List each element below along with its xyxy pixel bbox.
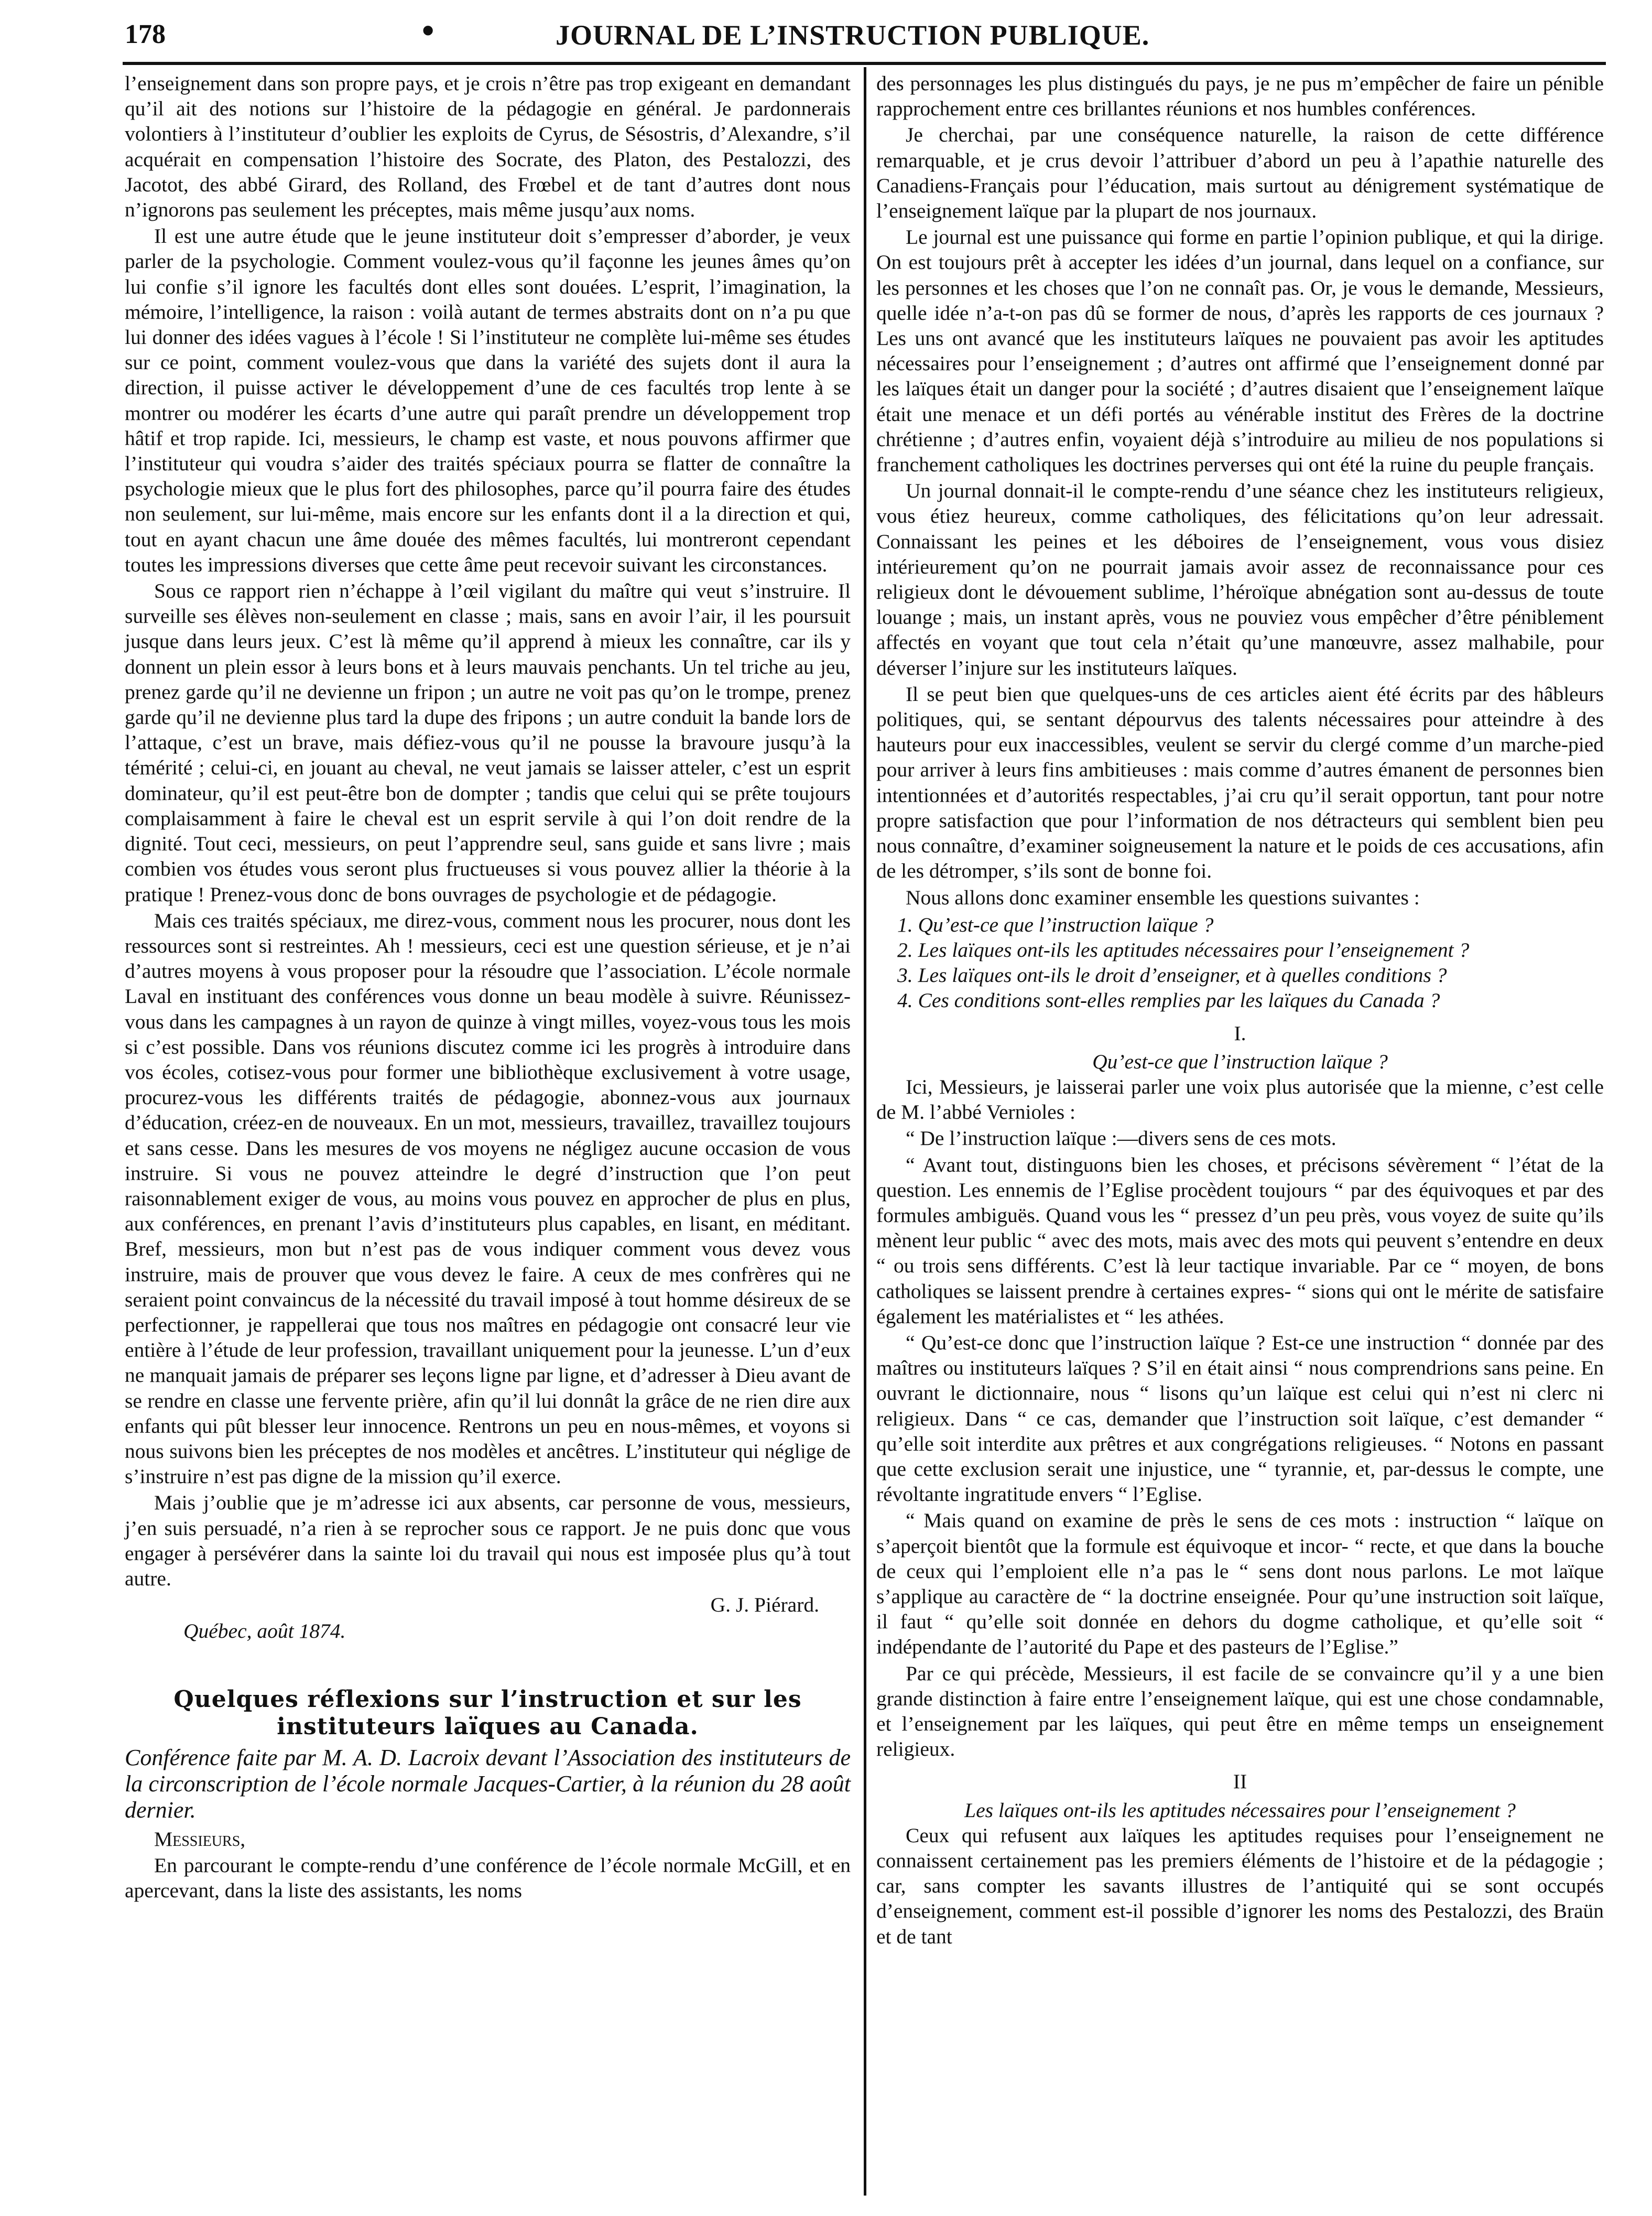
left-paragraph-6: En parcourant le compte-rendu d’une conférence de l’école normale McGill, et en apercevant, dans la liste des assistants, les noms [125,1853,851,1902]
right-paragraph-9: Ceux qui refusent aux laïques les aptitudes requises pour l’enseignement ne connaissent certainement pas les premiers éléments de l’histoire et de la pédagogie ; car, sans compter les savants illustres de l’antiquité qui se sont occupés d’enseignement, comment est-il possible d’ignorer les noms des Pestalozzi, des Braün et de tant [876,1823,1604,1948]
section-2-title: Les laïques ont-ils les aptitudes nécessaires pour l’enseignement ? [964,1798,1516,1822]
right-paragraph-8: Par ce qui précède, Messieurs, il est facile de se convaincre qu’il y a une bien grande distinction à faire entre l’enseignement laïque, qui est une chose condamnable, et l’enseignement par les laïques, qui peut être en même temps un enseignement religieux. [876,1661,1604,1761]
article-title: Quelques réflexions sur l’instruction et sur les instituteurs laïques au Canada. [173,1685,802,1740]
quote-2: “ Avant tout, distinguons bien les choses, et précisons sévèrement “ l’état de la question. Les ennemis de l’Eglise procèdent toujours “ par des équivoques et par des formules ambiguës. Quand vous les “ pressez d’un peu près, vous voyez de suite qu’ils mènent leur public “ avec des mots, mais avec des mots qui peuvent s’entendre en deux “ ou trois sens différents. C’est là leur tactique invariable. Par ce “ moyen, de bons catholiques se laissent prendre à certaines expres- “ sions qui ont le mérite de satisfaire également les matérialistes et “ les athées. [876,1153,1604,1328]
right-paragraph-4: Un journal donnait-il le compte-rendu d’une séance chez les instituteurs religieux, vous étiez heureux, comme catholiques, des félicitations qu’on leur adressait. Connaissant les peines et les déboires de l’enseignement, vous vous disiez intérieurement qu’on ne pourrait jamais avoir assez de reconnaissance pour ces religieux dont le dévouement sublime, l’héroïque abnégation sont au-dessus de toute louange ; mais, un instant après, vous ne pouviez vous empêcher d’être péniblement affectés en voyant que tout cela n’était qu’une manœuvre, assez malhabile, pour déverser l’injure sur les instituteurs laïques. [876,479,1604,679]
column-rule [864,67,866,2196]
right-column [876,71,1604,1950]
quote-1: “ De l’instruction laïque :—divers sens de ces mots. [906,1127,1336,1150]
quote-4: “ Mais quand on examine de près le sens de ces mots : instruction “ laïque on s’aperçoit bientôt que la formule est équivoque et incor- “ recte, et que dans la bouche de ceux qui l’emploient elle n’a pas le “ sens dont nous parlons. Le mot laïque s’applique au caractère de “ la doctrine enseignée. Pour qu’une instruction soit laïque, il faut “ qu’elle soit donnée en dehors du dogme catholique, et qu’elle soit “ indépendante de l’autorité du Pape et des pasteurs de l’Eglise.” [876,1509,1604,1659]
quote-3: “ Qu’est-ce donc que l’instruction laïque ? Est-ce une instruction “ donnée par des maîtres ou instituteurs laïques ? S’il en était ainsi “ nous comprendrions sans peine. En ouvrant le dictionnaire, nous “ lisons qu’un laïque est celui qui n’est ni clerc ni religieux. Dans “ ce cas, demander que l’instruction soit laïque, c’est demander “ qu’elle soit interdite aux prêtres et aux congrégations religieuses. “ Notons en passant que cette exclusion serait une injustice, une “ tyrannie, et, par-dessus le compte, une révoltante ingratitude envers “ l’Eglise. [876,1331,1604,1506]
header-dot: • [419,16,437,48]
place-date: Québec, août 1874. [183,1619,346,1643]
header-rule [123,62,1606,65]
conference-note: Conférence faite par M. A. D. Lacroix devant l’Association des instituteurs de la circonscription de l’école normale Jacques-Cartier, à la réunion du 28 août dernier. [125,1744,851,1823]
right-paragraph-1: des personnages les plus distingués du pays, je ne pus m’empêcher de faire un pénible rapprochement entre ces brillantes réunions et nos humbles conférences. [876,72,1604,121]
question-item: 3. Les laïques ont-ils le droit d’enseigner, et à quelles conditions ? [897,964,1447,987]
right-paragraph-7: Ici, Messieurs, je laisserai parler une voix plus autorisée que la mienne, c’est celle de M. l’abbé Vernioles : [876,1075,1604,1124]
left-paragraph-3: Sous ce rapport rien n’échappe à l’œil vigilant du maître qui veut s’instruire. Il surveille ses élèves non-seulement en classe ; mais, sans en avoir l’air, il les poursuit jusque dans leurs jeux. C’est là même qu’il apprend à mieux les connaître, car ils y donnent un plein essor à leurs bons et à leurs mauvais penchants. Un tel triche au jeu, prenez garde qu’il ne devienne un fripon ; un autre ne voit pas qu’on le trompe, prenez garde qu’il ne devienne plus tard la dupe des fripons ; un autre conduit la bande lors de l’attaque, c’est un brave, mais défiez-vous qu’il ne pousse la bravoure jusqu’à la témérité ; celui-ci, en jouant au cheval, ne veut jamais se laisser atteler, c’est un esprit dominateur, qu’il est peut-être bon de dompter ; tandis que celui qui se prête toujours complaisamment à faire le cheval est un esprit servile à qui l’on doit rendre de la dignité. Tout ceci, messieurs, on peut l’apprendre seul, sans guide et sans livre ; mais combien vos études vous seront plus fructueuses si vous pouvez allier la théorie à la pratique ! Prenez-vous donc de bons ouvrages de psychologie et de pédagogie. [125,579,851,906]
salutation: Messieurs, [154,1827,246,1851]
section-1-title: Qu’est-ce que l’instruction laïque ? [1092,1050,1388,1073]
author-signature: G. J. Piérard. [710,1593,819,1617]
right-paragraph-5: Il se peut bien que quelques-uns de ces articles aient été écrits par des hâbleurs politiques, qui, se sentant dépourvus des talents nécessaires pour atteindre à des hauteurs pour eux inaccessibles, veulent se servir du clergé comme d’un marche-pied pour arriver à leurs fins ambitieuses : mais comme d’autres émanent de personnes bien intentionnées et d’autorités respectables, j’ai cru qu’il serait opportun, tant pour notre propre satisfaction que pour l’information de nos détracteurs qui semblent bien peu nous connaître, d’examiner soigneusement la nature et le poids de ces accusations, afin de les détromper, s’ils sont de bonne foi. [876,682,1604,883]
section-1-number: I. [1234,1021,1246,1045]
right-paragraph-2: Je cherchai, par une conséquence naturelle, la raison de cette différence remarquable, et je crus devoir l’attribuer d’abord un peu à l’apathie naturelle des Canadiens-Français pour l’éducation, mais surtout au dénigrement systématique de l’enseignement laïque par la plupart de nos journaux. [876,123,1604,223]
left-paragraph-4: Mais ces traités spéciaux, me direz-vous, comment nous les procurer, nous dont les ressources sont si restreintes. Ah ! messieurs, ceci est une question sérieuse, et je n’ai d’autres moyens à vous proposer pour la résoudre que l’association. L’école normale Laval en instituant des conférences vous donne un beau modèle à suivre. Réunissez-vous dans les campagnes à un rayon de quinze à vingt milles, voyez-vous tous les mois si c’est possible. Dans vos réunions discutez comme ici les progrès à introduire dans vos écoles, cotisez-vous pour former une bibliothèque exclusivement à votre usage, procurez-vous les différents traités de pédagogie, abonnez-vous aux journaux d’éducation, créez-en de nouveaux. En un mot, messieurs, travaillez, travaillez toujours et sans cesse. Dans les mesures de vos moyens ne négligez aucune occasion de vous instruire. Si vous ne pouvez atteindre le degré d’instruction que l’on peut raisonnablement exiger de vous, au moins vous pouvez en approcher de plus en plus, aux conférences, en prenant l’avis d’instituteurs plus capables, en lisant, en méditant. Bref, messieurs, mon but n’est pas de vous indiquer comment vous devez vous instruire, mais de prouver que vous devez le faire. A ceux de mes confrères qui ne seraient point convaincus de la nécessité du travail imposé à tout homme désireux de se perfectionner, je rappellerai que tous nos maîtres en pédagogie ont consacré leur vie entière à l’étude de leur profession, travaillant uniquement pour la jeunesse. L’un d’eux ne manquait jamais de préparer ses leçons ligne par ligne, et d’adresser à Dieu avant de se rendre en classe une fervente prière, afin qu’il lui donnât la grâce de ne rien dire aux enfants qui pût blesser leur innocence. Rentrons un peu en nous-mêmes, et voyons si nous suivons bien les préceptes de nos modèles et ancêtres. L’instituteur qui néglige de s’instruire n’est pas digne de la mission qu’il exerce. [125,909,851,1488]
left-column [125,71,851,1904]
question-item: 4. Ces conditions sont-elles remplies par les laïques du Canada ? [897,989,1440,1012]
page-number: 178 [125,19,166,49]
question-item: 2. Les laïques ont-ils les aptitudes nécessaires pour l’enseignement ? [897,938,1470,961]
left-paragraph-2: Il est une autre étude que le jeune instituteur doit s’empresser d’aborder, je veux parler de la psychologie. Comment voulez-vous qu’il façonne les jeunes âmes qu’on lui confie s’il ignore les facultés dont elles sont douées. L’esprit, l’imagination, la mémoire, l’intelligence, la raison : voilà autant de termes abstraits dont on n’a pu que lui donner des idées vagues à l’école ! Si l’instituteur ne complète lui-même ses études sur ce point, comment voulez-vous que dans la variété des sujets dont il aura la direction, il puisse activer le développement d’une de ces facultés trop lente à se montrer ou modérer les écarts d’une autre qui paraît prendre un développement trop hâtif et trop rapide. Ici, messieurs, le champ est vaste, et nous pouvons affirmer que l’instituteur qui voudra s’aider des traités spéciaux pourra se flatter de connaître la psychologie mieux que le plus fort des philosophes, parce qu’il pourra faire des études non seulement, sur lui-même, mais encore sur les enfants dont il a la direction et qui, tout en ayant chacun une âme douée des mêmes facultés, lui montreront cependant toutes les impressions diverses que cette âme peut recevoir suivant les circonstances. [125,224,851,576]
section-2-number: II [1233,1770,1247,1793]
left-paragraph-1: l’enseignement dans son propre pays, et je crois n’être pas trop exigeant en demandant qu’il ait des notions sur l’histoire de la pédagogie en général. Je pardonnerais volontiers à l’instituteur d’oublier les exploits de Cyrus, de Sésostris, d’Alexandre, s’il acquérait en compensation l’histoire des Socrate, des Platon, des Pestalozzi, des Jacotot, des abbé Girard, des Rolland, des Frœbel et de tant d’autres dont nous n’ignorons pas seulement les préceptes, mais même jusqu’aux noms. [125,72,851,222]
journal-title: JOURNAL DE L’INSTRUCTION PUBLIQUE. [556,19,1150,51]
question-list [876,912,1604,1013]
question-item: 1. Qu’est-ce que l’instruction laïque ? [897,913,1214,936]
right-paragraph-6: Nous allons donc examiner ensemble les questions suivantes : [906,885,1420,909]
right-paragraph-3: Le journal est une puissance qui forme en partie l’opinion publique, et qui la dirige. On est toujours prêt à accepter les idées d’un journal, dans lequel on a confiance, sur les personnes et les choses que l’on ne connaît pas. Or, je vous le demande, Messieurs, quelle idée n’a-t-on pas dû se former de nous, d’après les rapports de ces journaux ? Les uns ont avancé que les instituteurs laïques ne pouvaient pas avoir les aptitudes nécessaires pour l’enseignement ; d’autres ont affirmé que l’enseignement donné par les laïques était un danger pour la société ; d’autres disaient que l’enseignement laïque était une menace et un défi portés au vénérable institut des Frères de la doctrine chrétienne ; d’autres enfin, voyaient déjà s’introduire au milieu de nos populations si franchement catholiques les doctrines perverses qui ont été la ruine du peuple français. [876,225,1604,477]
left-paragraph-5: Mais j’oublie que je m’adresse ici aux absents, car personne de vous, messieurs, j’en suis persuadé, n’a rien à se reprocher sous ce rapport. Je ne puis donc que vous engager à persévérer dans la sainte loi du travail qui nous est imposée plus qu’à tout autre. [125,1491,851,1590]
